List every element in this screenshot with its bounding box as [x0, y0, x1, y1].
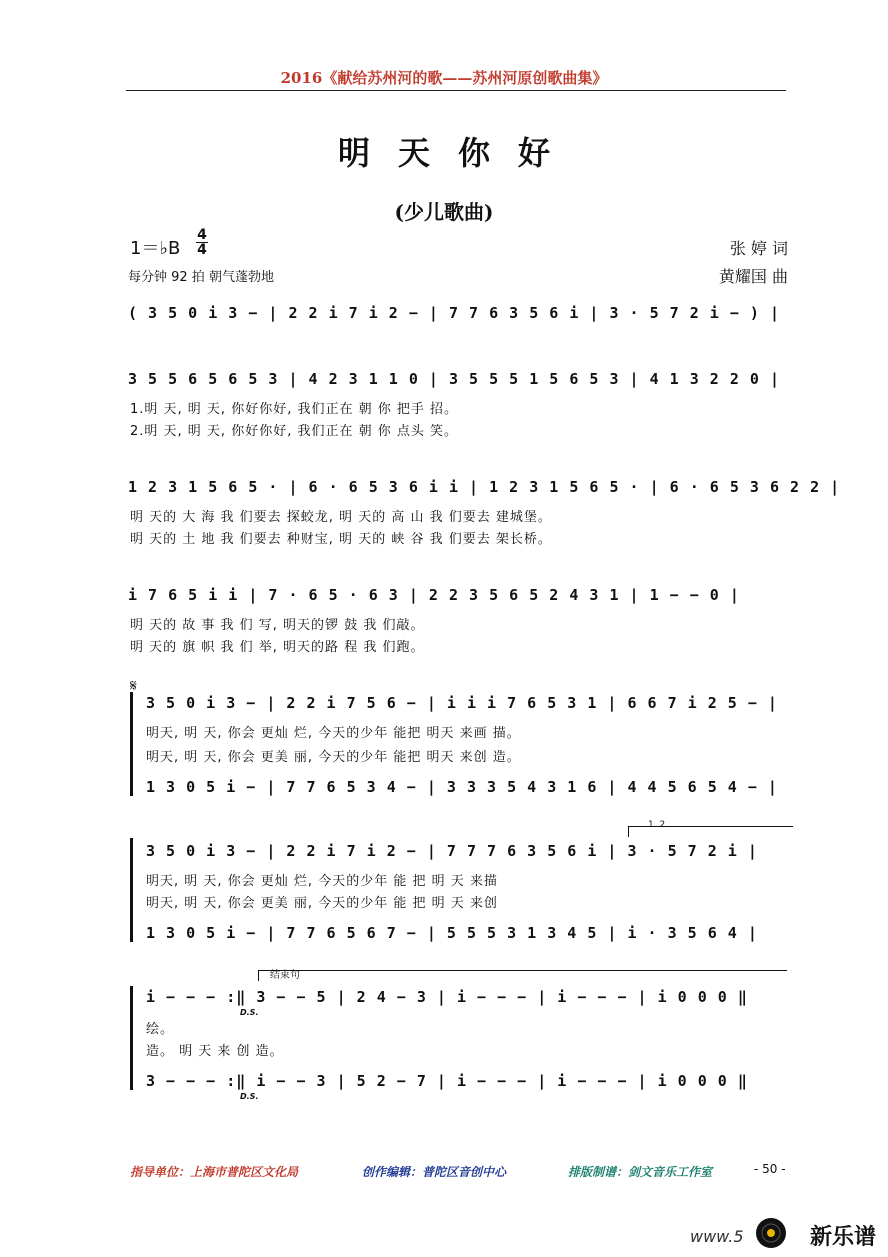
intro-notes: ( 3 5 0 i 3 − | 2 2 i 7 i 2 − | 7 7 6 3 5 6 i | 3 · 5 7 2 i − ) |: [128, 304, 780, 322]
tempo-marking: 每分钟 92 拍 朝气蓬勃地: [128, 270, 274, 285]
ending-label: 结束句: [270, 970, 300, 981]
system4-lyric1: 明天, 明 天, 你会 更灿 烂, 今天的少年 能把 明天 来画 描。: [146, 726, 521, 741]
footer-layout: 排版制谱：剑文音乐工作室: [568, 1165, 713, 1179]
system2-lyric2: 明 天的 土 地 我 们要去 种财宝, 明 天的 峡 谷 我 们要去 架长桥。: [130, 532, 552, 547]
system5-notes-upper: 3 5 0 i 3 − | 2 2 i 7 i 2 − | 7 7 7 6 3 5 6 i | 3 · 5 7 2 i |: [146, 842, 758, 860]
composer-credit: 黄耀国 曲: [718, 267, 788, 286]
time-signature-top: 4: [197, 227, 207, 243]
system5-bracket: [130, 838, 133, 942]
system3-lyric2: 明 天的 旗 帜 我 们 举, 明天的路 程 我 们跑。: [130, 640, 425, 655]
system6-lyric2: 造。 明 天 来 创 造。: [146, 1044, 284, 1059]
system4-bracket: [130, 692, 133, 796]
key-signature: 1＝♭B: [130, 238, 181, 259]
system1-notes: 3 5 5 6 5 6 5 3 | 4 2 3 1 1 0 | 3 5 5 5 1 5 6 5 3 | 4 1 3 2 2 0 |: [128, 370, 780, 388]
system6-bracket: [130, 986, 133, 1090]
watermark-url: www.5: [690, 1227, 744, 1246]
system4-notes-upper: 3 5 0 i 3 − | 2 2 i 7 5 6 − | i i i 7 6 5 3 1 | 6 6 7 i 2 5 − |: [146, 694, 778, 712]
ds-marking-upper: D.S.: [240, 1008, 259, 1017]
collection-header: 2016《献给苏州河的歌——苏州河原创歌曲集》: [280, 69, 608, 87]
time-signature: [196, 228, 208, 257]
lyricist-credit: 张 婷 词: [729, 239, 788, 258]
system1-lyric2: 2.明 天, 明 天, 你好你好, 我们正在 朝 你 点头 笑。: [130, 424, 458, 439]
vinyl-disc-icon: [756, 1218, 786, 1248]
footer-guide-unit: 指导单位：上海市普陀区文化局: [130, 1165, 299, 1179]
system4-notes-lower: 1 3 0 5 i − | 7 7 6 5 3 4 − | 3 3 3 5 4 3 1 6 | 4 4 5 6 5 4 − |: [146, 778, 778, 796]
vinyl-logo-icon: [756, 1218, 786, 1248]
system6-notes-lower: 3 − − − :‖ i − − 3 | 5 2 − 7 | i − − − | i − − − | i 0 0 0 ‖: [146, 1072, 748, 1090]
ds-marking-lower: D.S.: [240, 1092, 259, 1101]
system4-lyric2: 明天, 明 天, 你会 更美 丽, 今天的少年 能把 明天 来创 造。: [146, 750, 521, 765]
watermark-brand: 新乐谱: [809, 1225, 876, 1250]
song-subtitle: (少儿歌曲): [394, 200, 494, 224]
system2-lyric1: 明 天的 大 海 我 们要去 探蛟龙, 明 天的 高 山 我 们要去 建城堡。: [130, 510, 552, 525]
segno-sign: 𝄋: [130, 676, 137, 695]
system1-lyric1: 1.明 天, 明 天, 你好你好, 我们正在 朝 你 把手 招。: [130, 402, 458, 417]
time-signature-bottom: 4: [197, 242, 207, 258]
system6-notes-upper: i − − − :‖ 3 − − 5 | 2 4 − 3 | i − − − | i − − − | i 0 0 0 ‖: [146, 988, 748, 1006]
system2-notes: 1 2 3 1 5 6 5 · | 6 · 6 5 3 6 i i | 1 2 3 1 5 6 5 · | 6 · 6 5 3 6 2 2 |: [128, 478, 841, 496]
song-title: 明天你好: [337, 134, 578, 172]
page-number: - 50 -: [754, 1162, 786, 1176]
ending-bracket: [258, 970, 787, 981]
system3-notes: i 7 6 5 i i | 7 · 6 5 · 6 3 | 2 2 3 5 6 5 2 4 3 1 | 1 − − 0 |: [128, 586, 740, 604]
system5-lyric1: 明天, 明 天, 你会 更灿 烂, 今天的少年 能 把 明 天 来描: [146, 874, 498, 889]
footer-compose-edit: 创作编辑：普陀区音创中心: [362, 1165, 507, 1179]
system6-lyric1: 绘。: [146, 1022, 175, 1037]
header-rule: [126, 90, 786, 91]
system5-notes-lower: 1 3 0 5 i − | 7 7 6 5 6 7 − | 5 5 5 3 1 3 4 5 | i · 3 5 6 4 |: [146, 924, 758, 942]
system5-lyric2: 明天, 明 天, 你会 更美 丽, 今天的少年 能 把 明 天 来创: [146, 896, 498, 911]
system3-lyric1: 明 天的 故 事 我 们 写, 明天的锣 鼓 我 们敲。: [130, 618, 425, 633]
volta-label: 1. 2.: [648, 820, 669, 830]
